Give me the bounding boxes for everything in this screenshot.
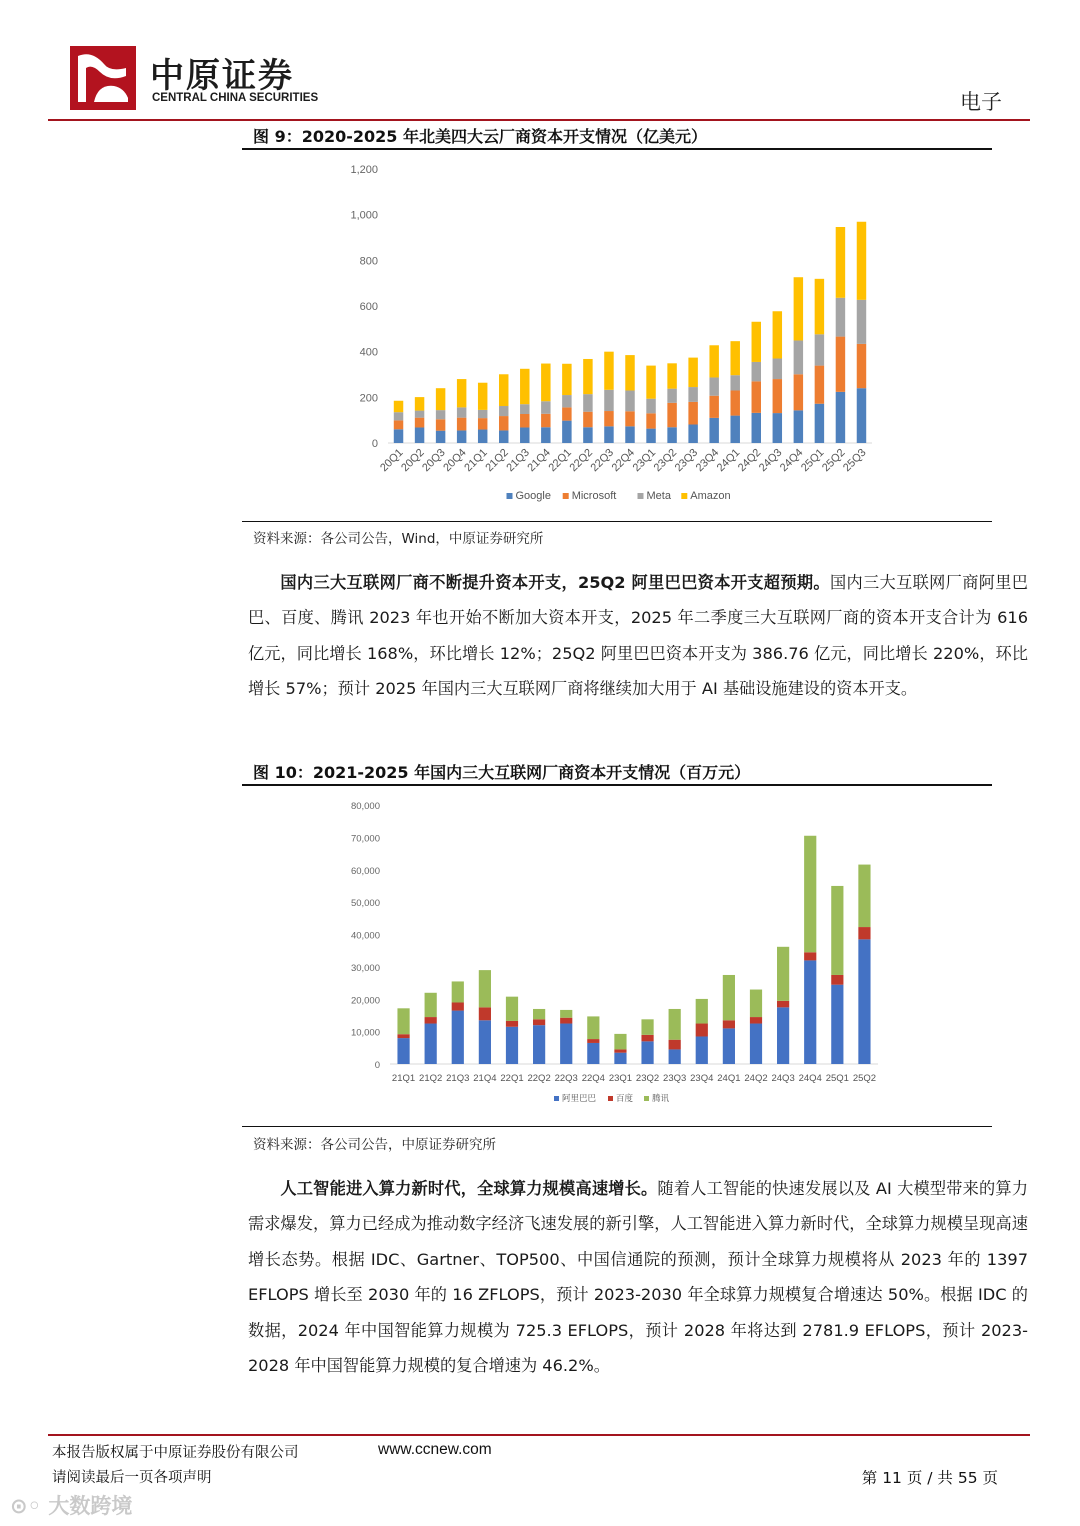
x-tick-label: 20Q3 <box>420 446 448 475</box>
footer-copyright: 本报告版权属于中原证券股份有限公司 <box>52 1445 299 1461</box>
bar-segment <box>425 1017 437 1023</box>
bar-segment <box>506 1027 518 1064</box>
bar-segment <box>646 413 655 428</box>
bar-segment <box>836 227 845 298</box>
bar-segment <box>831 886 843 975</box>
bar-segment <box>541 414 550 427</box>
bar-segment <box>857 388 866 443</box>
legend-swatch <box>507 493 513 499</box>
bar-segment <box>750 1024 762 1064</box>
bar-segment <box>773 413 782 443</box>
legend-swatch <box>644 1096 649 1101</box>
bar-segment <box>709 418 718 443</box>
bar-segment <box>436 419 445 430</box>
bar-segment <box>669 1009 681 1040</box>
legend-swatch <box>608 1096 613 1101</box>
figure9-chart <box>242 152 992 520</box>
bar-segment <box>688 358 697 387</box>
bar-segment <box>397 1034 409 1038</box>
bar-segment <box>436 431 445 443</box>
legend-swatch <box>638 493 644 499</box>
legend-swatch <box>554 1096 559 1101</box>
bar-segment <box>506 997 518 1021</box>
bar-segment <box>625 426 634 443</box>
bar-segment <box>452 981 464 1002</box>
bar-segment <box>857 300 866 344</box>
bar-segment <box>614 1049 626 1052</box>
bar-segment <box>499 416 508 430</box>
figure10-source: 资料来源：各公司公告，中原证券研究所 <box>253 1137 496 1153</box>
figure10-chart <box>242 788 992 1124</box>
bar-segment <box>520 369 529 404</box>
bar-segment <box>499 406 508 416</box>
figure10-bottom-rule <box>242 1126 992 1127</box>
bar-segment <box>457 430 466 443</box>
x-tick-label: 21Q1 <box>391 1073 416 1084</box>
bar-segment <box>836 392 845 443</box>
bar-segment <box>794 277 803 340</box>
bar-segment <box>641 1035 653 1041</box>
bar-segment <box>560 1010 572 1018</box>
bar-segment <box>709 396 718 418</box>
legend-swatch <box>681 493 687 499</box>
x-tick-label: 25Q1 <box>825 1073 849 1084</box>
bar-segment <box>520 414 529 427</box>
y-tick-label: 1,200 <box>350 164 378 176</box>
bar-segment <box>667 403 676 427</box>
x-tick-label: 22Q2 <box>567 446 596 475</box>
bar-segment <box>533 1009 545 1019</box>
bar-segment <box>520 404 529 414</box>
bar-segment <box>478 410 487 418</box>
bar-segment <box>709 345 718 377</box>
logo-english-name: CENTRAL CHINA SECURITIES <box>152 92 319 104</box>
x-tick-label: 21Q4 <box>473 1073 497 1084</box>
bar-segment <box>587 1043 599 1064</box>
bar-segment <box>533 1019 545 1025</box>
legend-swatch <box>563 493 569 499</box>
bar-segment <box>804 960 816 1064</box>
bar-segment <box>752 381 761 413</box>
x-tick-label: 22Q3 <box>588 446 617 475</box>
legend-label: Microsoft <box>571 490 617 502</box>
x-tick-label: 21Q4 <box>525 446 553 475</box>
bar-segment <box>541 364 550 402</box>
legend-label: 阿里巴巴 <box>562 1093 597 1103</box>
bar-segment <box>604 426 613 443</box>
bar-segment <box>815 334 824 365</box>
bar-segment <box>436 388 445 410</box>
bar-segment <box>857 222 866 300</box>
bar-segment <box>641 1019 653 1035</box>
bar-segment <box>541 401 550 414</box>
bar-segment <box>479 1020 491 1064</box>
logo-mark-icon <box>70 46 136 110</box>
paragraph-compute-power <box>248 1171 1028 1383</box>
bar-segment <box>457 379 466 407</box>
bar-segment <box>604 352 613 390</box>
bar-segment <box>520 427 529 443</box>
bar-segment <box>452 1011 464 1064</box>
x-tick-label: 24Q2 <box>744 1073 768 1084</box>
bar-segment <box>750 990 762 1018</box>
footer-disclaimer: 请阅读最后一页各项声明 <box>52 1470 212 1486</box>
legend-label: Google <box>515 490 551 502</box>
bar-segment <box>723 1020 735 1028</box>
x-tick-label: 24Q1 <box>714 446 743 475</box>
x-tick-label: 23Q3 <box>663 1073 687 1084</box>
logo-chinese-name: 中原证券 <box>150 56 294 96</box>
y-tick-label: 60,000 <box>350 865 380 877</box>
bar-segment <box>394 412 403 420</box>
bar-segment <box>452 1002 464 1010</box>
bar-segment <box>730 390 739 415</box>
legend-label: Amazon <box>690 490 731 502</box>
x-tick-label: 24Q2 <box>735 446 764 475</box>
bar-segment <box>804 952 816 960</box>
bar-segment <box>614 1053 626 1064</box>
footer-page-number: 第 11 页 / 共 55 页 <box>861 1469 998 1487</box>
bar-segment <box>562 364 571 395</box>
bar-segment <box>425 1024 437 1064</box>
bar-segment <box>533 1025 545 1064</box>
x-tick-label: 23Q3 <box>672 446 701 475</box>
company-logo <box>70 46 370 112</box>
bar-segment <box>723 1028 735 1064</box>
header-divider <box>48 119 1030 121</box>
bar-segment <box>709 377 718 395</box>
bar-segment <box>696 1024 708 1037</box>
footer-website-link[interactable]: www.ccnew.com <box>378 1441 492 1458</box>
bar-segment <box>394 429 403 443</box>
bar-segment <box>669 1040 681 1050</box>
bar-segment <box>831 985 843 1064</box>
x-tick-label: 23Q2 <box>635 1073 660 1084</box>
x-tick-label: 23Q1 <box>608 1073 633 1084</box>
bar-segment <box>625 390 634 411</box>
x-tick-label: 23Q4 <box>693 446 722 475</box>
bar-segment <box>794 340 803 374</box>
bar-segment <box>815 404 824 443</box>
footer-divider <box>48 1434 1030 1436</box>
bar-segment <box>478 383 487 410</box>
x-tick-label: 21Q2 <box>419 1073 443 1084</box>
bar-segment <box>397 1008 409 1034</box>
paragraph-capex-china-lead: 国内三大互联网厂商不断提升资本开支，25Q2 阿里巴巴资本开支超预期。 <box>280 573 830 592</box>
y-tick-label: 70,000 <box>350 833 380 845</box>
x-tick-label: 25Q3 <box>841 446 869 475</box>
bar-segment <box>752 322 761 362</box>
paragraph-capex-china-body: 国内三大互联网厂商阿里巴巴、百度、腾讯 2023 年也开始不断加大资本开支，2025 年二季度三大互联网厂商的资本开支合计为 616 亿元，同比增长 168%，环比增长 12%；25Q2 阿里巴巴资本开支为 386.76 亿元，同比增长 220%，环比增长 57%；预计 2025 年国内三大互联网厂商将继续加大用于 AI 基础设施建设的资本开支。 <box>248 573 1028 699</box>
bar-segment <box>815 366 824 404</box>
legend-label: 百度 <box>616 1093 634 1103</box>
x-tick-label: 25Q2 <box>820 446 848 475</box>
bar-segment <box>667 363 676 388</box>
bar-segment <box>752 362 761 381</box>
y-tick-label: 40,000 <box>350 930 380 942</box>
x-tick-label: 23Q4 <box>690 1073 714 1084</box>
x-tick-label: 22Q1 <box>500 1073 524 1084</box>
figure10-title: 图 10：2021-2025 年国内三大互联网厂商资本开支情况（百万元） <box>253 763 751 782</box>
bar-segment <box>587 1016 599 1039</box>
bar-segment <box>415 411 424 418</box>
bar-segment <box>587 1039 599 1043</box>
bar-segment <box>858 927 870 939</box>
bar-segment <box>777 947 789 1001</box>
bar-segment <box>688 387 697 402</box>
bar-segment <box>625 411 634 426</box>
x-tick-label: 24Q4 <box>798 1073 822 1084</box>
bar-segment <box>696 999 708 1024</box>
bar-segment <box>667 427 676 443</box>
bar-segment <box>773 379 782 413</box>
bar-segment <box>415 427 424 443</box>
bar-segment <box>457 418 466 431</box>
figure9-title: 图 9：2020-2025 年北美四大云厂商资本开支情况（亿美元） <box>253 127 707 146</box>
bar-segment <box>499 374 508 406</box>
bar-segment <box>560 1024 572 1064</box>
figure10-top-rule <box>242 784 992 786</box>
bar-segment <box>688 425 697 443</box>
y-tick-label: 30,000 <box>350 962 380 974</box>
bar-segment <box>562 395 571 407</box>
bar-segment <box>858 939 870 1064</box>
y-tick-label: 80,000 <box>350 801 380 812</box>
paragraph-capex-china <box>248 565 1028 707</box>
bar-segment <box>506 1021 518 1027</box>
bar-segment <box>857 344 866 388</box>
bar-segment <box>646 429 655 443</box>
bar-segment <box>499 430 508 443</box>
x-tick-label: 22Q2 <box>527 1073 551 1084</box>
y-tick-label: 0 <box>371 438 378 450</box>
x-tick-label: 20Q1 <box>378 446 406 475</box>
bar-segment <box>794 410 803 443</box>
bar-segment <box>858 865 870 927</box>
bar-segment <box>777 1007 789 1064</box>
x-tick-label: 21Q2 <box>483 446 511 475</box>
x-tick-label: 22Q4 <box>581 1073 605 1084</box>
legend-label: Meta <box>646 490 671 502</box>
section-label: 电子 <box>960 90 1002 114</box>
bar-segment <box>397 1038 409 1064</box>
bar-segment <box>457 407 466 417</box>
bar-segment <box>562 421 571 443</box>
x-tick-label: 22Q3 <box>554 1073 578 1084</box>
y-tick-label: 50,000 <box>350 898 380 910</box>
bar-segment <box>436 410 445 419</box>
bar-segment <box>794 374 803 410</box>
bar-segment <box>562 407 571 420</box>
bar-segment <box>394 420 403 429</box>
x-tick-label: 24Q3 <box>771 1073 795 1084</box>
bar-segment <box>646 366 655 399</box>
figure9-top-rule <box>242 148 992 150</box>
bar-segment <box>752 413 761 443</box>
figure9-source: 资料来源：各公司公告，Wind，中原证券研究所 <box>253 531 544 547</box>
paragraph-compute-lead: 人工智能进入算力新时代，全球算力规模高速增长。 <box>280 1179 658 1198</box>
x-tick-label: 20Q4 <box>441 446 469 475</box>
bar-segment <box>583 427 592 443</box>
bar-segment <box>777 1001 789 1007</box>
bar-segment <box>696 1036 708 1064</box>
bar-segment <box>646 399 655 414</box>
x-tick-label: 21Q3 <box>446 1073 470 1084</box>
bar-segment <box>815 279 824 334</box>
bar-segment <box>730 341 739 375</box>
watermark-logo-icon: ⊙◦ <box>10 1494 42 1518</box>
bar-segment <box>773 359 782 380</box>
x-tick-label: 24Q1 <box>717 1073 741 1084</box>
bar-segment <box>583 394 592 412</box>
paragraph-compute-body: 随着人工智能的快速发展以及 AI 大模型带来的算力需求爆发，算力已经成为推动数字经济飞速发展的新引擎，人工智能进入算力新时代，全球算力规模呈现高速增长态势。根据 IDC、Gartner、TOP500、中国信通院的预测，预计全球算力规模将从 2023 年的 1397 EFLOPS 增长至 2030 年的 16 ZFLOPS，预计 2023-2030 年全球算力规模复合增速达 50%。根据 IDC 的数据，2024 年中国智能算力规模为 725.3 EFLOPS，预计 2028 年将达到 2781.9 EFLOPS，预计 2023-2028 年中国智能算力规模的复合增速为 46.2%。 <box>248 1179 1029 1376</box>
bar-segment <box>804 836 816 953</box>
x-tick-label: 25Q2 <box>852 1073 877 1084</box>
bar-segment <box>604 390 613 411</box>
y-tick-label: 10,000 <box>350 1027 380 1039</box>
bar-segment <box>478 430 487 443</box>
bar-segment <box>641 1041 653 1064</box>
y-tick-label: 600 <box>359 301 378 313</box>
bar-segment <box>773 311 782 358</box>
x-tick-label: 21Q3 <box>504 446 532 475</box>
bar-segment <box>625 355 634 390</box>
watermark <box>10 1490 132 1520</box>
watermark-text: 大数跨境 <box>48 1494 133 1518</box>
bar-segment <box>583 412 592 428</box>
x-tick-label: 23Q1 <box>630 446 659 475</box>
bar-segment <box>560 1018 572 1024</box>
bar-segment <box>583 359 592 394</box>
bar-segment <box>750 1017 762 1023</box>
x-tick-label: 25Q1 <box>798 446 827 475</box>
bar-segment <box>415 418 424 428</box>
bar-segment <box>667 389 676 403</box>
x-tick-label: 22Q4 <box>609 446 638 475</box>
bar-segment <box>614 1034 626 1050</box>
bar-segment <box>604 411 613 426</box>
y-tick-label: 800 <box>359 255 378 268</box>
legend-label: 腾讯 <box>652 1093 670 1103</box>
x-tick-label: 22Q1 <box>546 446 574 475</box>
x-tick-label: 23Q2 <box>651 446 680 475</box>
bar-segment <box>831 975 843 985</box>
y-tick-label: 1,000 <box>350 209 378 222</box>
bar-segment <box>730 375 739 390</box>
bar-segment <box>730 416 739 443</box>
y-tick-label: 20,000 <box>350 995 380 1007</box>
figure9-bottom-rule <box>242 521 992 522</box>
bar-segment <box>688 402 697 425</box>
bar-segment <box>394 401 403 412</box>
bar-segment <box>478 418 487 429</box>
bar-segment <box>479 970 491 1007</box>
x-tick-label: 24Q4 <box>777 446 806 475</box>
y-tick-label: 400 <box>359 346 378 359</box>
bar-segment <box>723 975 735 1020</box>
x-tick-label: 24Q3 <box>756 446 785 475</box>
bar-segment <box>415 397 424 410</box>
y-tick-label: 0 <box>374 1060 380 1071</box>
bar-segment <box>836 337 845 392</box>
bar-segment <box>479 1007 491 1020</box>
x-tick-label: 21Q1 <box>462 446 490 475</box>
bar-segment <box>541 427 550 443</box>
y-tick-label: 200 <box>359 392 378 405</box>
x-tick-label: 20Q2 <box>399 446 427 475</box>
bar-segment <box>669 1049 681 1064</box>
bar-segment <box>425 993 437 1017</box>
bar-segment <box>836 298 845 337</box>
